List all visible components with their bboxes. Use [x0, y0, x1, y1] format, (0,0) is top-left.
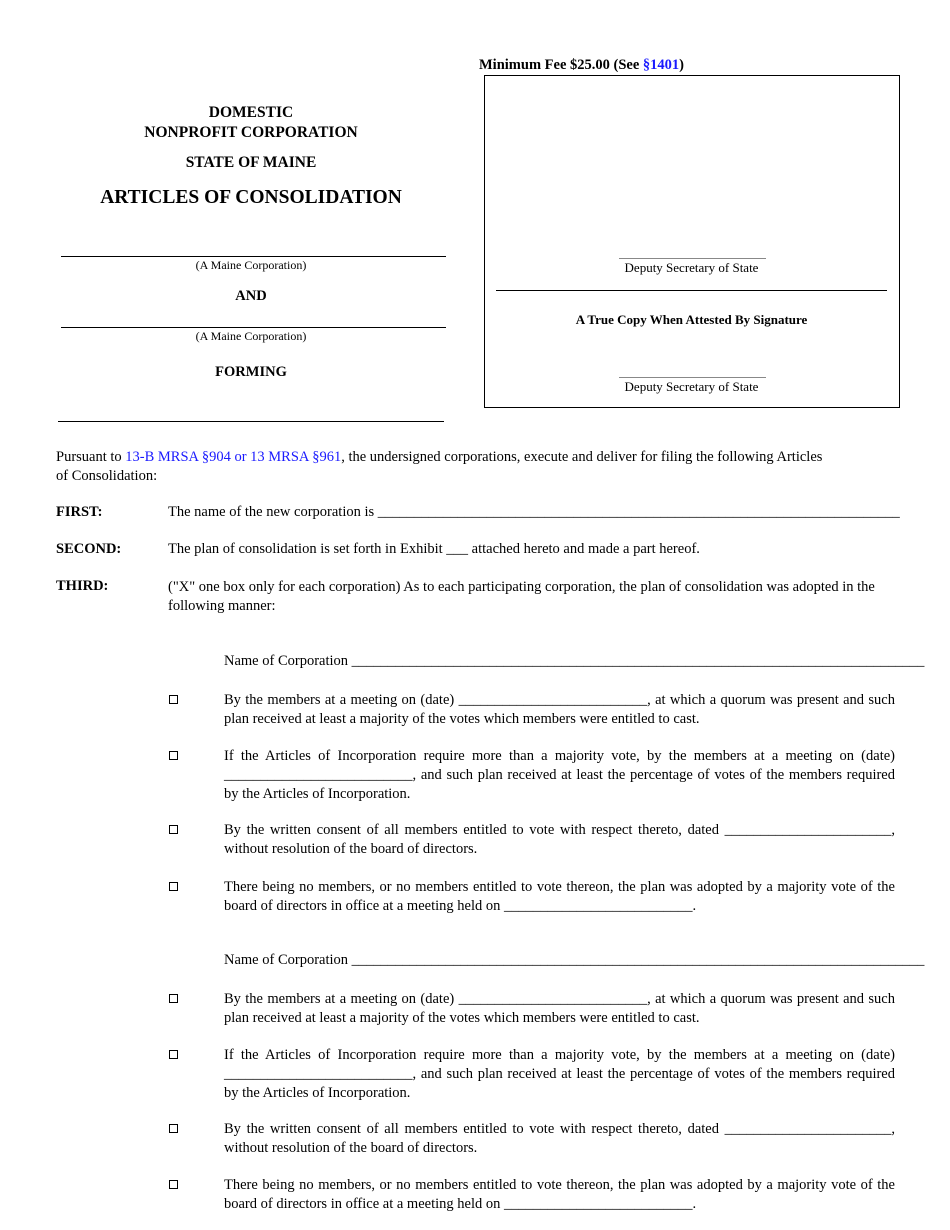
new-corporation-name-line[interactable] — [58, 421, 444, 422]
forming-label: FORMING — [215, 364, 287, 380]
heading-line-1: DOMESTIC — [208, 104, 294, 121]
first-label: FIRST: — [56, 504, 103, 520]
corp2-option-members-meeting: By the members at a meeting on (date) __________________________, at which a quorum was present and such plan received at least a majority of the votes which members were entitled to cast. — [224, 991, 895, 1026]
new-corporation-name-field[interactable]: The name of the new corporation is ________________________________________________________________________ — [168, 504, 900, 520]
corporation-1-caption: (A Maine Corporation) — [195, 258, 307, 272]
exhibit-field[interactable]: The plan of consolidation is set forth in Exhibit ___ attached hereto and made a part hereof. — [168, 541, 700, 557]
second-label: SECOND: — [56, 541, 122, 557]
third-instructions: ("X" one box only for each corporation) As to each participating corporation, the plan of consolidation was adopted in the following manner: — [168, 579, 875, 614]
corporation-1-name-field[interactable]: Name of Corporation _______________________________________________________________________________ — [224, 653, 925, 669]
deputy-secretary-label-1: Deputy Secretary of State — [624, 260, 759, 275]
intro-paragraph: Pursuant to 13-B MRSA §904 or 13 MRSA §961, the undersigned corporations, execute and deliver for filing the following Articles of Consolidation: — [56, 449, 823, 484]
corp1-option-board-vote-checkbox[interactable] — [169, 882, 178, 891]
corporation-2-name-line[interactable] — [61, 327, 446, 328]
true-copy-label: A True Copy When Attested By Signature — [575, 312, 808, 327]
corp1-option-members-meeting-checkbox[interactable] — [169, 695, 178, 704]
corp2-option-board-vote-checkbox[interactable] — [169, 1180, 178, 1189]
fee-statute-link[interactable]: §1401 — [642, 57, 680, 73]
filing-stamp-box — [484, 75, 900, 408]
corporation-1-name-line[interactable] — [61, 256, 446, 257]
corp1-option-supermajority-checkbox[interactable] — [169, 751, 178, 760]
corp2-option-supermajority: If the Articles of Incorporation require more than a majority vote, by the members at a meeting on (date) __________________________, and such plan received at least the percentage of votes of the members required by the Articles of Incorporation. — [224, 1047, 895, 1101]
corp1-option-written-consent: By the written consent of all members entitled to vote with respect thereto, dated _______________________, without resolution of the board of directors. — [224, 822, 895, 857]
page-title: ARTICLES OF CONSOLIDATION — [100, 187, 402, 208]
filing-box-divider — [496, 290, 887, 291]
corp1-option-written-consent-checkbox[interactable] — [169, 825, 178, 834]
corp1-option-supermajority: If the Articles of Incorporation require more than a majority vote, by the members at a meeting on (date) __________________________, and such plan received at least the percentage of votes of the members required by the Articles of Incorporation. — [224, 748, 895, 802]
deputy-signature-line-1 — [619, 258, 766, 259]
corporation-2-caption: (A Maine Corporation) — [195, 329, 307, 343]
third-label: THIRD: — [56, 578, 109, 594]
corporation-2-name-field[interactable]: Name of Corporation _______________________________________________________________________________ — [224, 952, 925, 968]
deputy-signature-line-2 — [619, 377, 766, 378]
corp2-option-written-consent: By the written consent of all members entitled to vote with respect thereto, dated _______________________, without resolution of the board of directors. — [224, 1121, 895, 1156]
corp2-option-supermajority-checkbox[interactable] — [169, 1050, 178, 1059]
form-type-heading — [56, 103, 446, 143]
corp1-option-board-vote: There being no members, or no members entitled to vote thereon, the plan was adopted by a majority vote of the board of directors in office at a meeting held on __________________________. — [224, 879, 895, 914]
minimum-fee: Minimum Fee $25.00 (See §1401) — [479, 57, 684, 73]
corp2-option-members-meeting-checkbox[interactable] — [169, 994, 178, 1003]
state-heading: STATE OF MAINE — [185, 154, 317, 171]
heading-line-2: NONPROFIT CORPORATION — [144, 124, 358, 141]
deputy-secretary-label-2: Deputy Secretary of State — [624, 379, 759, 394]
corp2-option-board-vote: There being no members, or no members entitled to vote thereon, the plan was adopted by a majority vote of the board of directors in office at a meeting held on __________________________. — [224, 1177, 895, 1212]
and-label: AND — [235, 288, 267, 304]
corp2-option-written-consent-checkbox[interactable] — [169, 1124, 178, 1133]
corp1-option-members-meeting: By the members at a meeting on (date) __________________________, at which a quorum was present and such plan received at least a majority of the votes which members were entitled to cast. — [224, 692, 895, 727]
statute-link[interactable]: 13-B MRSA §904 or 13 MRSA §961 — [125, 449, 342, 465]
